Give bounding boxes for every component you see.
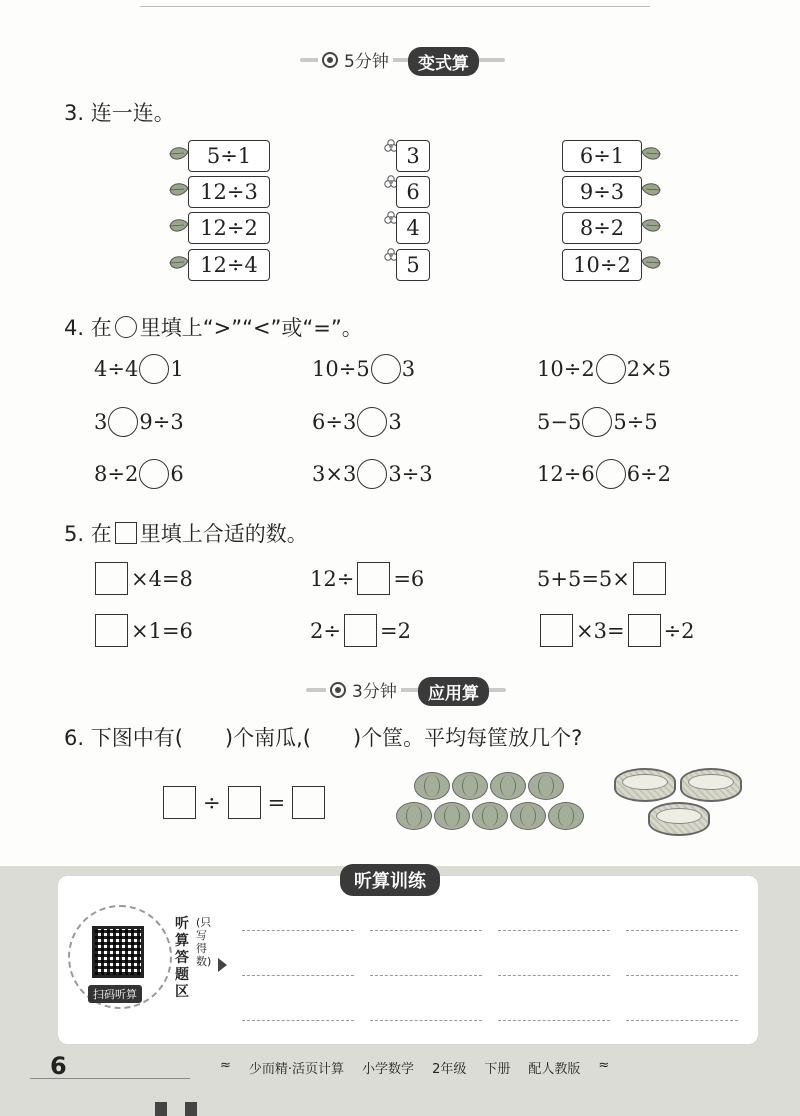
square-icon — [115, 522, 137, 544]
answer-circle[interactable] — [139, 459, 169, 489]
footer-edition: 配人教版 — [528, 1062, 581, 1077]
pumpkin-icon — [452, 772, 488, 800]
basket-icon — [680, 768, 742, 802]
answer-line[interactable] — [498, 975, 610, 976]
match-middle-1[interactable]: 3 — [396, 140, 430, 172]
match-middle-2[interactable]: 6 — [396, 176, 430, 208]
q5-title — [64, 518, 308, 548]
answer-line[interactable] — [626, 930, 738, 931]
fill-2-1: ×1=6 — [92, 614, 193, 647]
answer-line[interactable] — [370, 975, 482, 976]
pumpkin-icon — [414, 772, 450, 800]
compare-1-1: 4÷4 1 — [94, 354, 184, 384]
answer-box[interactable] — [540, 614, 573, 647]
answer-box[interactable] — [357, 562, 390, 595]
answer-line[interactable] — [626, 1020, 738, 1021]
fill-1-2: 12÷ =6 — [310, 562, 424, 595]
answer-line[interactable] — [370, 930, 482, 931]
answer-box[interactable] — [228, 786, 261, 819]
pumpkin-icon — [510, 802, 546, 830]
answer-circle[interactable] — [371, 354, 401, 384]
answer-line[interactable] — [498, 930, 610, 931]
answer-circle[interactable] — [596, 354, 626, 384]
answer-circle[interactable] — [357, 407, 387, 437]
leaf-icon — [642, 184, 660, 195]
q6-equation: ÷ = — [160, 786, 328, 819]
footer-info — [220, 1058, 609, 1077]
footer-subject: 小学数学 — [362, 1062, 415, 1077]
q4-title-post: 里填上“>”“<”或“=”。 — [139, 316, 363, 340]
compare-2-3: 5−5 5÷5 — [537, 407, 658, 437]
basket-icon — [614, 768, 676, 802]
pumpkin-icon — [548, 802, 584, 830]
answer-line[interactable] — [498, 1020, 610, 1021]
pumpkin-icon — [396, 802, 432, 830]
banner-tag: 变式算 — [408, 47, 479, 76]
match-right-2[interactable]: 9÷3 — [562, 176, 642, 208]
match-middle-3[interactable]: 4 — [396, 212, 430, 244]
pumpkin-icon — [472, 802, 508, 830]
pumpkin-icon — [434, 802, 470, 830]
compare-1-3: 10÷2 2×5 — [537, 354, 671, 384]
match-left-2[interactable]: 12÷3 — [188, 176, 270, 208]
answer-area-note: (只写得数) — [196, 916, 212, 968]
compare-3-3: 12÷6 6÷2 — [537, 459, 671, 489]
answer-circle[interactable] — [582, 407, 612, 437]
banner-time: 5分钟 — [344, 52, 389, 72]
answer-box[interactable] — [95, 562, 128, 595]
fill-2-3: ×3= ÷2 — [537, 614, 695, 647]
match-right-4[interactable]: 10÷2 — [562, 249, 642, 281]
q5-title-pre: 5. 在 — [64, 522, 112, 546]
fill-2-2: 2÷ =2 — [310, 614, 411, 647]
leaf-icon — [642, 220, 660, 231]
q6-title: 6. 下图中有( )个南瓜,( )个筐。平均每筐放几个? — [64, 726, 583, 750]
match-left-4[interactable]: 12÷4 — [188, 249, 270, 281]
qr-code-icon[interactable] — [92, 926, 144, 978]
pumpkin-icon — [490, 772, 526, 800]
banner-time: 3分钟 — [352, 682, 397, 702]
registration-mark — [155, 1102, 167, 1116]
compare-2-1: 3 9÷3 — [94, 407, 184, 437]
answer-box[interactable] — [633, 562, 666, 595]
match-middle-4[interactable]: 5 — [396, 249, 430, 281]
wave-icon: ≈ — [598, 1058, 610, 1073]
pumpkin-icon — [528, 772, 564, 800]
q5-title-post: 里填上合适的数。 — [139, 522, 308, 546]
match-right-1[interactable]: 6÷1 — [562, 140, 642, 172]
compare-2-2: 6÷3 3 — [312, 407, 402, 437]
answer-box[interactable] — [292, 786, 325, 819]
medal-icon — [330, 682, 346, 698]
fill-1-1: ×4=8 — [92, 562, 193, 595]
circle-icon — [115, 316, 137, 338]
compare-1-2: 10÷5 3 — [312, 354, 415, 384]
q3-title: 3. 连一连。 — [64, 101, 175, 125]
fill-1-3: 5+5=5× — [537, 562, 669, 595]
answer-circle[interactable] — [596, 459, 626, 489]
answer-line[interactable] — [370, 1020, 482, 1021]
qr-label: 扫码听算 — [88, 985, 142, 1003]
answer-line[interactable] — [626, 975, 738, 976]
q4-title — [64, 312, 363, 342]
answer-circle[interactable] — [357, 459, 387, 489]
basket-icon — [648, 802, 710, 836]
answer-line[interactable] — [242, 975, 354, 976]
answer-line[interactable] — [242, 1020, 354, 1021]
answer-box[interactable] — [95, 614, 128, 647]
registration-mark — [185, 1102, 197, 1116]
footer-series: 少而精·活页计算 — [248, 1062, 345, 1077]
listening-tag: 听算训练 — [340, 864, 440, 896]
leaf-icon — [170, 148, 188, 159]
answer-box[interactable] — [344, 614, 377, 647]
section-banner-3min — [306, 677, 506, 703]
answer-circle[interactable] — [139, 354, 169, 384]
answer-area-title: 听算答题区 — [175, 916, 189, 1000]
leaf-icon — [642, 257, 660, 268]
match-left-1[interactable]: 5÷1 — [188, 140, 270, 172]
footer-volume: 下册 — [484, 1062, 511, 1077]
answer-box[interactable] — [163, 786, 196, 819]
answer-box[interactable] — [628, 614, 661, 647]
leaf-icon — [170, 257, 188, 268]
leaf-icon — [170, 220, 188, 231]
leaf-icon — [642, 148, 660, 159]
answer-circle[interactable] — [108, 407, 138, 437]
compare-3-1: 8÷2 6 — [94, 459, 184, 489]
page-number: 6 — [50, 1052, 67, 1080]
match-right-3[interactable]: 8÷2 — [562, 212, 642, 244]
q4-title-pre: 4. 在 — [64, 316, 112, 340]
leaf-icon — [170, 184, 188, 195]
footer-grade: 2年级 — [432, 1062, 467, 1077]
match-left-3[interactable]: 12÷2 — [188, 212, 270, 244]
arrow-right-icon — [218, 958, 227, 972]
wave-icon: ≈ — [220, 1058, 231, 1073]
footer-rule — [30, 1078, 190, 1079]
answer-line[interactable] — [242, 930, 354, 931]
compare-3-2: 3×3 3÷3 — [312, 459, 433, 489]
banner-tag: 应用算 — [418, 677, 489, 706]
